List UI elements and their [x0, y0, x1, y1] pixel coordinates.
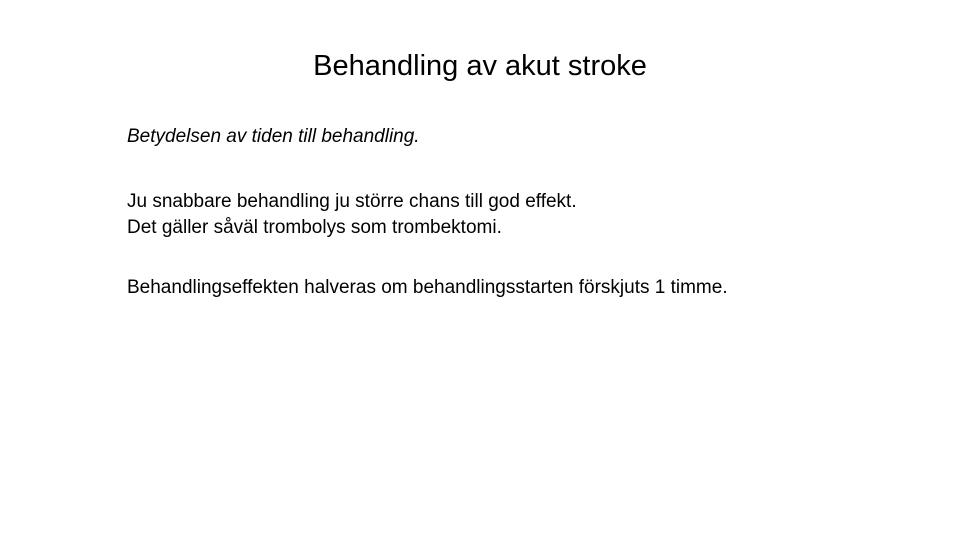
- body-line-1: Ju snabbare behandling ju större chans till god effekt.: [127, 191, 577, 212]
- body-line-2: Det gäller såväl trombolys som trombektomi.: [127, 217, 502, 238]
- subheading-text: Betydelsen av tiden till behandling.: [127, 126, 420, 147]
- slide-title: Behandling av akut stroke: [313, 50, 647, 82]
- body-line-3: Behandlingseffekten halveras om behandlingsstarten förskjuts 1 timme.: [127, 277, 728, 298]
